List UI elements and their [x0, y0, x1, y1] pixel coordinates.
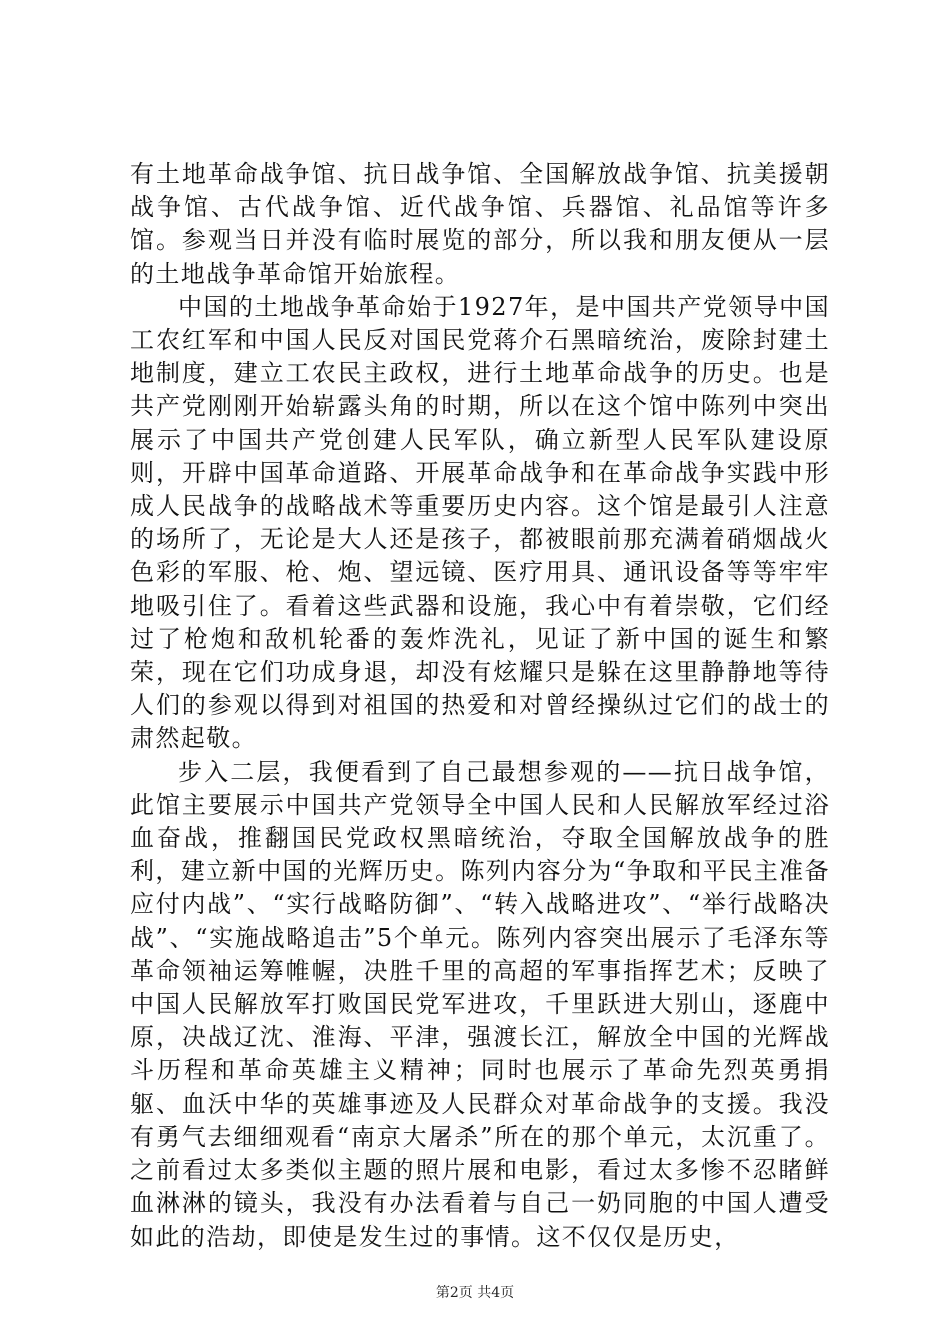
- paragraph-second-floor: 步入二层，我便看到了自己最想参观的——抗日战争馆，此馆主要展示中国共产党领导全中国人民和人民解放军经过浴血奋战，推翻国民党政权黑暗统治，夺取全国解放战争的胜利，建立新中国的光辉历史。陈列内容分为“争取和平民主准备应付内战”、“实行战略防御”、“转入战略进攻”、“举行战略决战”、“实施战略追击”5个单元。陈列内容突出展示了毛泽东等革命领袖运筹帷幄，决胜千里的高超的军事指挥艺术；反映了中国人民解放军打败国民党军进攻，千里跃进大别山，逐鹿中原，决战辽沈、淮海、平津，强渡长江，解放全中国的光辉战斗历程和革命英雄主义精神；同时也展示了革命先烈英勇捐躯、血沃中华的英雄事迹及人民群众对革命战争的支援。我没有勇气去细细观看“南京大屠杀”所在的那个单元，太沉重了。之前看过太多类似主题的照片展和电影，看过太多惨不忍睹鲜血淋淋的镜头，我没有办法看着与自己一奶同胞的中国人遭受如此的浩劫，即使是发生过的事情。这不仅仅是历史，: [130, 757, 830, 1251]
- paragraph-land-revolution: 中国的土地战争革命始于1927年，是中国共产党领导中国工农红军和中国人民反对国民党蒋介石黑暗统治，废除封建土地制度，建立工农民主政权，进行土地革命战争的历史。也是共产党刚刚开始崭露头角的时期，所以在这个馆中陈列中突出展示了中国共产党创建人民军队，确立新型人民军队建设原则，开辟中国革命道路、开展革命战争和在革命战争实践中形成人民战争的战略战术等重要历史内容。这个馆是最引人注意的场所了，无论是大人还是孩子，都被眼前那充满着硝烟战火色彩的军服、枪、炮、望远镜、医疗用具、通讯设备等等牢牢地吸引住了。看着这些武器和设施，我心中有着崇敬，它们经过了枪炮和敌机轮番的轰炸洗礼，见证了新中国的诞生和繁荣，现在它们功成身退，却没有炫耀只是躲在这里静静地等待人们的参观以得到对祖国的热爱和对曾经操纵过它们的战士的肃然起敬。: [130, 292, 830, 753]
- paragraph-continuation: 有土地革命战争馆、抗日战争馆、全国解放战争馆、抗美援朝战争馆、古代战争馆、近代战争馆、兵器馆、礼品馆等许多馆。参观当日并没有临时展览的部分，所以我和朋友便从一层的土地战争革命馆开始旅程。: [130, 160, 830, 288]
- page-footer: 第2页 共4页: [435, 1285, 515, 1301]
- document-body: [130, 158, 830, 1254]
